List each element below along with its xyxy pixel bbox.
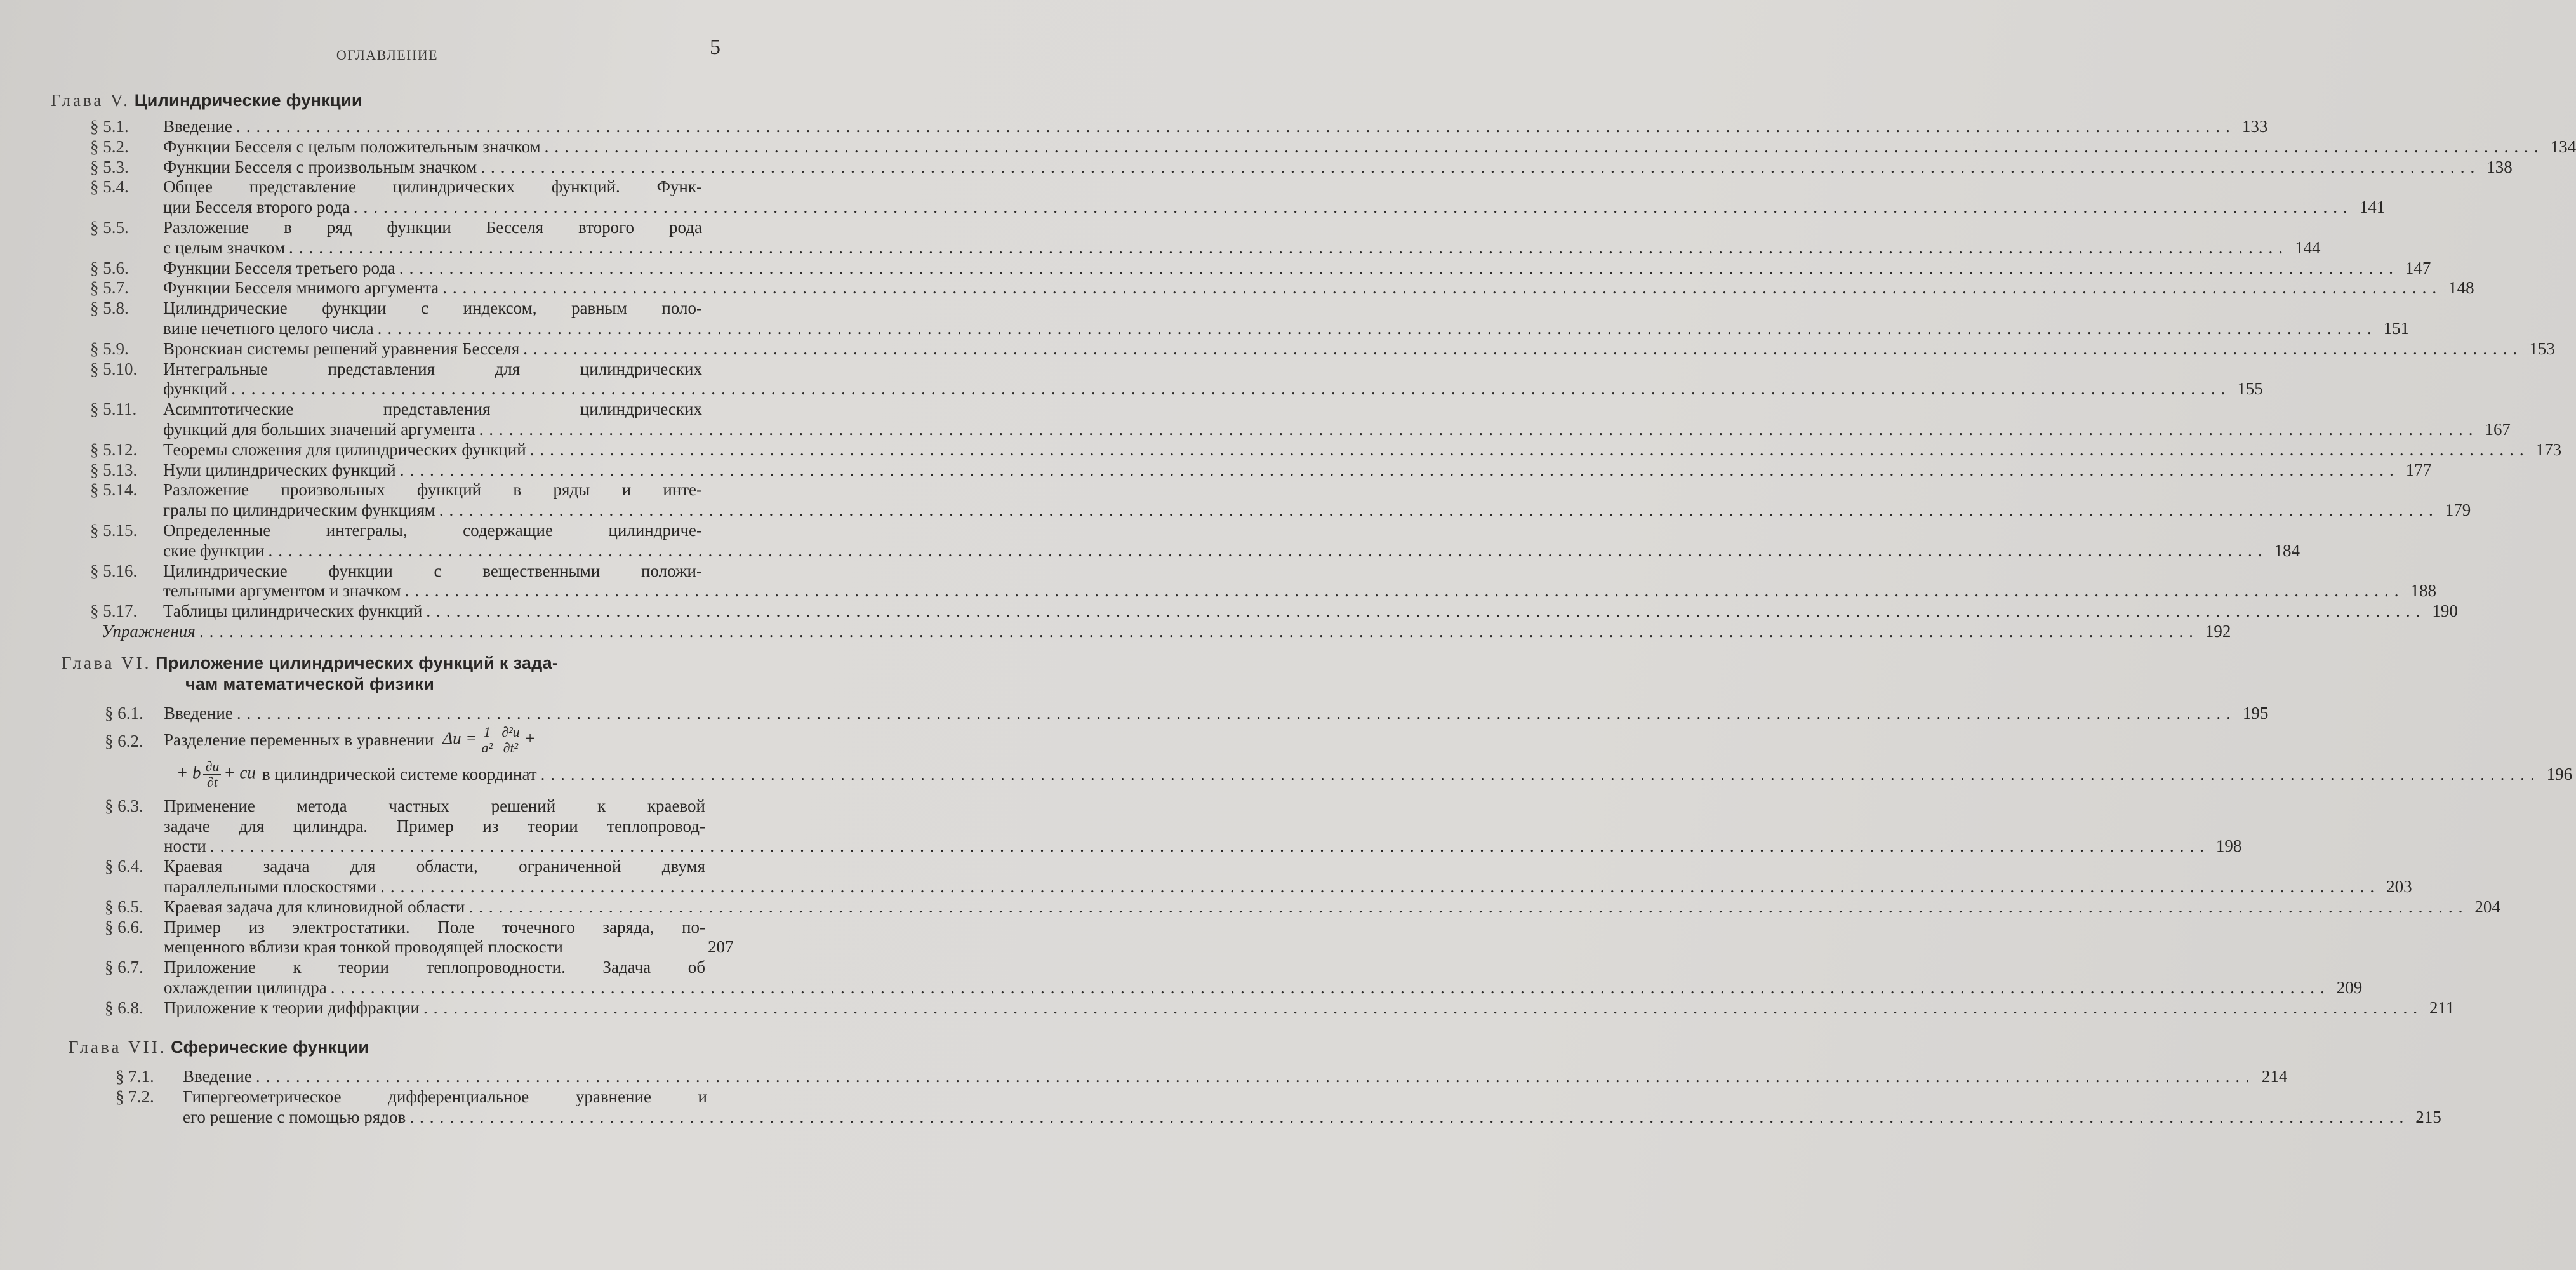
page-ref[interactable]: 151 — [2383, 318, 2410, 338]
page-ref[interactable]: 209 — [2336, 977, 2363, 997]
dot-leader: ........................................................................................................................................................................................................ — [540, 765, 2540, 784]
chapter-title-line2: чам математической физики — [185, 674, 435, 693]
dot-leader: ........................................................................................................................................................................................................ — [468, 897, 2469, 916]
entry-line — [105, 796, 746, 817]
dot-leader: ........................................................................................................................................................................................................ — [479, 419, 2479, 439]
dot-leader: ........................................................................................................................................................................................................ — [255, 1067, 2255, 1086]
formula-lhs: Δu = — [442, 729, 477, 748]
section-number: § 7.1. — [116, 1067, 154, 1086]
toc-entry[interactable] — [90, 218, 2321, 258]
entry-text: ности — [164, 836, 206, 856]
dot-leader: ........................................................................................................................................................................................................ — [544, 137, 2544, 156]
entry-text: функций для больших значений аргумента — [163, 419, 475, 439]
entry-line — [105, 876, 2412, 897]
toc-entry[interactable] — [90, 117, 2268, 137]
entry-line — [90, 439, 2562, 460]
toc-entry[interactable] — [90, 338, 2555, 359]
entry-text: Гипергеометрическое дифференциальное уравнение и — [183, 1086, 707, 1106]
dot-leader: ........................................................................................................................................................................................................ — [426, 601, 2426, 621]
entry-text: функций — [163, 379, 228, 399]
toc-entry[interactable] — [105, 724, 2573, 792]
page-ref[interactable]: 134 — [2550, 137, 2576, 156]
toc-entry[interactable] — [90, 298, 2410, 339]
entry-line — [90, 117, 2268, 137]
entry-text: задаче для цилиндра. Пример из теории теплопровод- — [164, 816, 705, 836]
entry-line — [90, 218, 743, 238]
toc-entry[interactable] — [105, 998, 2455, 1019]
entry-text: Нули цилиндрических функций — [163, 460, 396, 479]
chapter-title-line1: Приложение цилиндрических функций к зада- — [156, 653, 559, 672]
section-number: § 5.11. — [90, 399, 137, 419]
toc-entry[interactable] — [105, 857, 2412, 897]
entry-text: вине нечетного целого числа — [163, 318, 374, 338]
fraction-numerator: ∂u — [203, 759, 221, 775]
entry-text: Функции Бесселя с произвольным значком — [163, 157, 477, 177]
entry-line — [90, 379, 2263, 399]
entry-line — [90, 197, 2386, 218]
entry-text: ции Бесселя второго рода — [163, 197, 350, 217]
section-number: § 5.7. — [90, 278, 129, 298]
entry-text: Приложение к теории теплопроводности. Задача об — [164, 958, 705, 977]
section-number: § 6.6. — [105, 917, 143, 937]
entry-line — [105, 897, 2500, 918]
entry-line — [105, 724, 746, 757]
toc-entry[interactable] — [90, 177, 2386, 218]
entry-line — [90, 237, 2321, 258]
entry-line — [105, 918, 746, 938]
entry-line — [90, 258, 2431, 279]
section-number: § 5.4. — [90, 177, 129, 197]
entry-text: Функции Бесселя третьего рода — [163, 258, 395, 277]
entry-text: Цилиндрические функции с индексом, равным поло- — [163, 298, 702, 318]
formula-plus: + — [524, 729, 536, 748]
section-number: § 5.15. — [90, 521, 138, 540]
entry-text: с целым значком — [163, 237, 286, 257]
page-ref[interactable]: 190 — [2432, 601, 2458, 621]
formula — [176, 759, 256, 790]
section-number: § 6.4. — [105, 857, 143, 876]
page-ref[interactable]: 203 — [2386, 876, 2412, 896]
toc-entry[interactable] — [105, 704, 2269, 724]
chapter-title: Цилиндрические функции — [134, 91, 362, 110]
entry-text: Разделение переменных в уравнении — [164, 730, 434, 750]
entry-line — [90, 460, 2432, 481]
page-ref[interactable]: 188 — [2410, 581, 2437, 601]
chapter-heading-v — [51, 90, 362, 111]
entry-line — [90, 278, 2474, 298]
dot-leader: ........................................................................................................................................................................................................ — [399, 258, 2399, 277]
entry-line — [90, 561, 743, 582]
page-ref[interactable]: 215 — [2415, 1107, 2441, 1126]
page-ref[interactable]: 196 — [2546, 765, 2573, 784]
entry-text: Интегральные представления для цилиндрических — [163, 359, 702, 378]
dot-leader: ........................................................................................................................................................................................................ — [523, 338, 2523, 358]
page-ref[interactable]: 155 — [2237, 379, 2263, 399]
page-ref[interactable]: 211 — [2429, 998, 2455, 1017]
entry-text: Введение — [163, 117, 232, 136]
formula — [442, 725, 536, 756]
toc-entry[interactable] — [105, 897, 2500, 918]
entry-text: Асимптотические представления цилиндрических — [163, 399, 702, 419]
entry-line — [90, 399, 743, 420]
entry-text: Упражнения — [102, 622, 196, 641]
toc-entry[interactable] — [116, 1086, 2441, 1128]
page-ref[interactable]: 192 — [2205, 622, 2231, 641]
entry-line — [90, 318, 2410, 339]
section-number: § 5.8. — [90, 298, 129, 318]
chapter-heading-vii — [69, 1037, 369, 1058]
entry-line — [90, 419, 2511, 440]
section-number: § 6.2. — [105, 731, 143, 751]
entry-text: ские функции — [163, 540, 265, 560]
page-ref[interactable]: 204 — [2474, 897, 2500, 916]
chapter-heading-vi — [62, 653, 558, 695]
page-ref[interactable]: 147 — [2405, 258, 2431, 277]
toc-entry[interactable] — [105, 958, 2363, 998]
toc-entry[interactable] — [90, 439, 2562, 460]
entry-text: тельными аргументом и значком — [163, 581, 401, 601]
entry-text: Общее представление цилиндрических функций. Функ- — [163, 177, 702, 197]
entry-line — [105, 757, 2573, 792]
entry-text: в цилиндрической системе координат — [262, 765, 537, 784]
entry-text: Применение метода частных решений к краевой — [164, 796, 705, 815]
entry-line — [105, 937, 746, 958]
entry-line — [90, 500, 2471, 521]
page-ref[interactable]: 148 — [2448, 278, 2474, 298]
fraction-denominator: ∂t — [206, 774, 218, 791]
fraction — [203, 759, 221, 790]
toc-entry[interactable] — [90, 258, 2431, 279]
toc-entry[interactable] — [105, 796, 2242, 857]
page-ref[interactable]: 207 — [708, 937, 734, 957]
page-ref[interactable]: 184 — [2274, 540, 2300, 560]
entry-line — [90, 177, 743, 197]
page-ref[interactable]: 173 — [2535, 439, 2562, 459]
dot-leader: ........................................................................................................................................................................................................ — [268, 540, 2268, 560]
dot-leader: ........................................................................................................................................................................................................ — [289, 237, 2289, 257]
section-number: § 5.3. — [90, 157, 129, 177]
toc-entry[interactable] — [116, 1067, 2288, 1087]
entry-line — [116, 1107, 2441, 1128]
section-number: § 6.5. — [105, 897, 143, 916]
dot-leader: ........................................................................................................................................................................................................ — [199, 622, 2199, 641]
formula-head: + b — [176, 763, 201, 782]
entry-line — [105, 998, 2455, 1019]
toc-entry[interactable] — [90, 521, 2300, 561]
fraction — [480, 725, 495, 756]
page-ref[interactable]: 195 — [2242, 704, 2269, 723]
entry-text: Краевая задача для клиновидной области — [164, 897, 465, 916]
entry-text: Функции Бесселя с целым положительным значком — [163, 137, 541, 156]
toc-entry[interactable] — [90, 137, 2576, 157]
toc-entry[interactable] — [90, 399, 2511, 440]
entry-line — [90, 581, 2437, 601]
entry-text: Приложение к теории диффракции — [164, 998, 420, 1017]
toc-entry[interactable] — [90, 460, 2432, 481]
dot-leader: ........................................................................................................................................................................................................ — [423, 998, 2423, 1017]
section-number: § 6.1. — [105, 704, 143, 723]
section-number: § 7.2. — [116, 1086, 154, 1106]
dot-leader: ........................................................................................................................................................................................................ — [399, 460, 2400, 479]
dot-leader: ........................................................................................................................................................................................................ — [442, 278, 2443, 298]
section-number: § 6.8. — [105, 998, 143, 1017]
entry-text: его решение с помощью рядов — [183, 1107, 406, 1126]
entry-line — [105, 977, 2363, 998]
section-number: § 5.16. — [90, 561, 138, 580]
dot-leader: ........................................................................................................................................................................................................ — [330, 977, 2330, 997]
entry-line — [105, 958, 746, 978]
page-ref[interactable]: 198 — [2215, 836, 2242, 856]
toc-entry[interactable] — [90, 359, 2263, 400]
dot-leader: ........................................................................................................................................................................................................ — [380, 876, 2380, 896]
section-number: § 5.5. — [90, 218, 129, 237]
dot-leader: ........................................................................................................................................................................................................ — [231, 379, 2231, 399]
fraction-numerator: 1 — [482, 725, 493, 740]
toc-entry[interactable] — [90, 480, 2471, 521]
section-number: § 5.10. — [90, 359, 138, 378]
dot-leader: ........................................................................................................................................................................................................ — [236, 117, 2236, 136]
entry-line — [116, 1087, 748, 1107]
dot-leader: ........................................................................................................................................................................................................ — [377, 318, 2377, 338]
entry-text: гралы по цилиндрическим функциям — [163, 500, 435, 520]
entry-line — [102, 622, 2231, 642]
entry-text: Введение — [183, 1067, 252, 1086]
fraction-numerator: ∂²u — [500, 725, 521, 740]
page-ref[interactable]: 179 — [2445, 500, 2471, 520]
dot-leader: ........................................................................................................................................................................................................ — [209, 836, 2210, 856]
page-ref[interactable]: 144 — [2295, 237, 2321, 257]
entry-text: Теоремы сложения для цилиндрических функций — [163, 439, 526, 459]
page-ref[interactable]: 153 — [2529, 338, 2555, 358]
entry-line — [90, 338, 2555, 359]
section-number: § 5.6. — [90, 258, 129, 277]
page-ref[interactable]: 167 — [2485, 419, 2511, 439]
dot-leader: ........................................................................................................................................................................................................ — [529, 439, 2530, 459]
chapter-label: Глава V. — [51, 91, 130, 110]
entry-text: Вронскиан системы решений уравнения Бесселя — [163, 338, 520, 358]
section-number: § 6.7. — [105, 958, 143, 977]
running-head: ОГЛАВЛЕНИЕ — [336, 47, 439, 63]
entry-line — [90, 521, 743, 541]
entry-line — [90, 359, 743, 380]
toc-entry-exercises[interactable] — [102, 622, 2231, 642]
entry-text: Краевая задача для области, ограниченной двумя — [164, 857, 705, 876]
chapter-label: Глава VII. — [69, 1038, 167, 1057]
section-number: § 5.2. — [90, 137, 129, 156]
fraction-denominator: ∂t² — [503, 740, 519, 756]
chapter-title: Сферические функции — [171, 1038, 369, 1057]
page-ref[interactable]: 133 — [2241, 117, 2268, 136]
dot-leader: ........................................................................................................................................................................................................ — [409, 1107, 2410, 1126]
chapter-label: Глава VI. — [62, 653, 152, 672]
entry-line — [105, 704, 2269, 724]
page-ref[interactable]: 214 — [2261, 1067, 2288, 1086]
fraction — [500, 725, 521, 756]
dot-leader: ........................................................................................................................................................................................................ — [481, 157, 2481, 177]
section-number: § 5.9. — [90, 338, 129, 358]
toc-entry[interactable] — [90, 601, 2458, 622]
toc-entry[interactable] — [90, 278, 2474, 298]
section-number: § 5.14. — [90, 480, 138, 500]
dot-leader: ........................................................................................................................................................................................................ — [404, 581, 2405, 601]
entry-text: Таблицы цилиндрических функций — [163, 601, 423, 621]
entry-line — [105, 817, 746, 837]
toc-entry[interactable] — [90, 561, 2437, 602]
page-ref[interactable]: 141 — [2359, 197, 2386, 217]
entry-line — [90, 137, 2576, 157]
entry-text: охлаждении цилиндра — [164, 977, 327, 997]
entry-text: Цилиндрические функции с вещественными положи- — [163, 561, 702, 580]
entry-text: мещенного вблизи края тонкой проводящей плоскости — [164, 937, 563, 957]
page-ref[interactable]: 177 — [2405, 460, 2432, 479]
toc-entry[interactable] — [105, 918, 746, 958]
dot-leader: ........................................................................................................................................................................................................ — [353, 197, 2353, 217]
entry-line — [105, 857, 746, 877]
section-number: § 6.3. — [105, 796, 143, 815]
entry-line — [105, 836, 2242, 857]
entry-text: параллельными плоскостями — [164, 876, 377, 896]
entry-line — [90, 480, 743, 500]
formula-tail: + cu — [223, 763, 256, 782]
page-number: 5 — [710, 36, 720, 59]
entry-text: Разложение в ряд функции Бесселя второго рода — [163, 218, 702, 237]
entry-line — [90, 540, 2300, 561]
dot-leader: ........................................................................................................................................................................................................ — [439, 500, 2439, 520]
section-number: § 5.17. — [90, 601, 138, 621]
section-number: § 5.13. — [90, 460, 138, 479]
entry-line — [116, 1067, 2288, 1087]
toc-entry[interactable] — [90, 157, 2513, 178]
entry-line — [90, 157, 2513, 178]
section-number: § 5.1. — [90, 117, 129, 136]
entry-line — [90, 601, 2458, 622]
entry-text: Определенные интегралы, содержащие цилиндриче- — [163, 521, 702, 540]
entry-text: Пример из электростатики. Поле точечного заряда, по- — [164, 917, 705, 937]
entry-text: Функции Бесселя мнимого аргумента — [163, 278, 439, 298]
dot-leader: ........................................................................................................................................................................................................ — [236, 704, 2236, 723]
page-ref[interactable]: 138 — [2486, 157, 2513, 177]
entry-text: Разложение произвольных функций в ряды и инте- — [163, 480, 702, 500]
section-number: § 5.12. — [90, 439, 138, 459]
entry-text: Введение — [164, 704, 233, 723]
entry-line — [90, 298, 743, 319]
fraction-denominator: a² — [481, 740, 493, 756]
